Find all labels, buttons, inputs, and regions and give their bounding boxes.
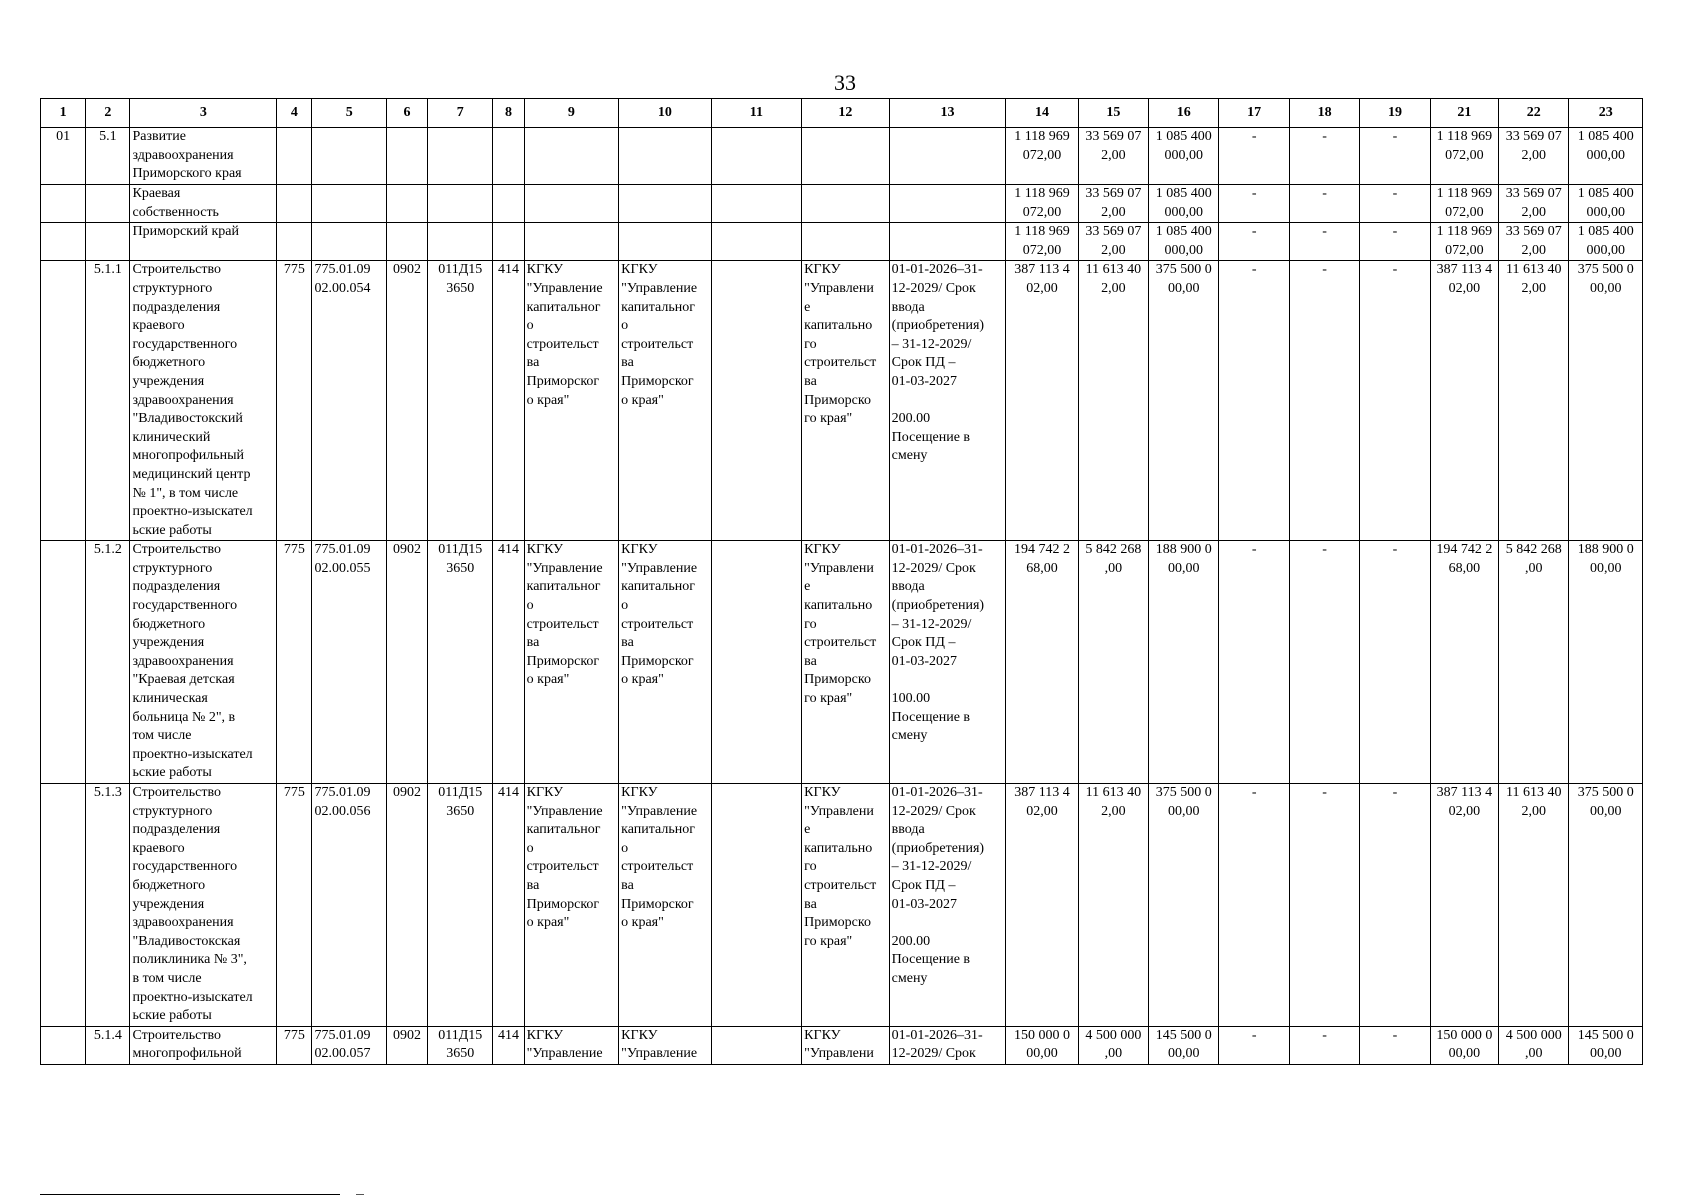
cell-col-10: КГКУ "Управление капитальног о строительст ва Приморског о края" <box>619 784 712 1027</box>
cell-col-8 <box>493 185 524 223</box>
cell-col-3: Развитие здравоохранения Приморского края <box>130 128 277 185</box>
cell-col-5 <box>312 223 386 261</box>
cell-col-22: 11 613 40 2,00 <box>1499 784 1569 1027</box>
column-header-21: 21 <box>1430 99 1498 128</box>
cell-col-14: 1 118 969 072,00 <box>1006 223 1078 261</box>
column-header-7: 7 <box>428 99 493 128</box>
cell-col-22: 33 569 07 2,00 <box>1499 223 1569 261</box>
footnote-rule <box>40 1194 340 1195</box>
cell-col-8: 414 <box>493 1026 524 1064</box>
cell-col-21: 194 742 2 68,00 <box>1430 541 1498 784</box>
cell-col-7 <box>428 185 493 223</box>
cell-col-7 <box>428 223 493 261</box>
cell-col-18: - <box>1289 223 1359 261</box>
cell-col-17: - <box>1219 185 1289 223</box>
program-table <box>40 98 1643 1065</box>
cell-col-18: - <box>1289 128 1359 185</box>
cell-col-21: 1 118 969 072,00 <box>1430 185 1498 223</box>
cell-col-9: КГКУ "Управление капитальног о строительст ва Приморског о края" <box>524 541 619 784</box>
cell-col-19: - <box>1360 261 1430 541</box>
cell-col-3: Приморский край <box>130 223 277 261</box>
cell-col-5 <box>312 128 386 185</box>
table-header-row <box>41 99 1643 128</box>
table-row <box>41 128 1643 185</box>
cell-col-21: 387 113 4 02,00 <box>1430 784 1498 1027</box>
cell-col-3: Строительство структурного подразделения краевого государственного бюджетного учреждения здравоохранения "Владивостокский клинический многопрофильный медицинский центр № 1", в том числе проектно-изыскател ьские работы <box>130 261 277 541</box>
column-header-12: 12 <box>802 99 889 128</box>
cell-col-16: 1 085 400 000,00 <box>1149 223 1219 261</box>
cell-col-15: 33 569 07 2,00 <box>1078 185 1148 223</box>
cell-col-14: 387 113 4 02,00 <box>1006 784 1078 1027</box>
cell-col-5: 775.01.09 02.00.054 <box>312 261 386 541</box>
cell-col-1 <box>41 784 86 1027</box>
cell-col-13: 01-01-2026–31- 12-2029/ Срок <box>889 1026 1006 1064</box>
column-header-16: 16 <box>1149 99 1219 128</box>
cell-col-22: 33 569 07 2,00 <box>1499 185 1569 223</box>
cell-col-16: 188 900 0 00,00 <box>1149 541 1219 784</box>
cell-col-18: - <box>1289 261 1359 541</box>
cell-col-6 <box>386 185 427 223</box>
column-header-4: 4 <box>277 99 312 128</box>
cell-col-5 <box>312 185 386 223</box>
column-header-11: 11 <box>711 99 802 128</box>
cell-col-16: 375 500 0 00,00 <box>1149 784 1219 1027</box>
cell-col-6 <box>386 128 427 185</box>
cell-col-12: КГКУ "Управлени е капитально го строительст ва Приморско го края" <box>802 541 889 784</box>
cell-col-11 <box>711 784 802 1027</box>
cell-col-7: 011Д15 3650 <box>428 1026 493 1064</box>
cell-col-12: КГКУ "Управлени <box>802 1026 889 1064</box>
cell-col-4 <box>277 223 312 261</box>
cell-col-23: 1 085 400 000,00 <box>1569 128 1643 185</box>
cell-col-3: Строительство многопрофильной <box>130 1026 277 1064</box>
cell-col-17: - <box>1219 128 1289 185</box>
column-header-1: 1 <box>41 99 86 128</box>
cell-col-19: - <box>1360 223 1430 261</box>
cell-col-9: КГКУ "Управление капитальног о строительст ва Приморског о края" <box>524 784 619 1027</box>
cell-col-16: 1 085 400 000,00 <box>1149 128 1219 185</box>
cell-col-18: - <box>1289 185 1359 223</box>
cell-col-12 <box>802 128 889 185</box>
cell-col-9 <box>524 185 619 223</box>
cell-col-1: 01 <box>41 128 86 185</box>
cell-col-4 <box>277 185 312 223</box>
cell-col-4: 775 <box>277 784 312 1027</box>
cell-col-11 <box>711 128 802 185</box>
column-header-19: 19 <box>1360 99 1430 128</box>
cell-col-11 <box>711 541 802 784</box>
cell-col-17: - <box>1219 1026 1289 1064</box>
cell-col-12: КГКУ "Управлени е капитально го строительст ва Приморско го края" <box>802 784 889 1027</box>
table-row <box>41 185 1643 223</box>
cell-col-6: 0902 <box>386 261 427 541</box>
cell-col-3: Краевая собственность <box>130 185 277 223</box>
cell-col-12 <box>802 185 889 223</box>
cell-col-23: 1 085 400 000,00 <box>1569 185 1643 223</box>
cell-col-9: КГКУ "Управление капитальног о строительст ва Приморског о края" <box>524 261 619 541</box>
column-header-15: 15 <box>1078 99 1148 128</box>
cell-col-5: 775.01.09 02.00.056 <box>312 784 386 1027</box>
cell-col-15: 11 613 40 2,00 <box>1078 784 1148 1027</box>
cell-col-17: - <box>1219 261 1289 541</box>
cell-col-19: - <box>1360 1026 1430 1064</box>
cell-col-11 <box>711 1026 802 1064</box>
cell-col-13: 01-01-2026–31- 12-2029/ Срок ввода (приобретения) – 31-12-2029/ Срок ПД – 01-03-2027 200.00 Посещение в смену <box>889 261 1006 541</box>
cell-col-13 <box>889 223 1006 261</box>
cell-col-8: 414 <box>493 784 524 1027</box>
cell-col-12: КГКУ "Управлени е капитально го строительст ва Приморско го края" <box>802 261 889 541</box>
cell-col-2: 5.1.1 <box>86 261 130 541</box>
cell-col-16: 375 500 0 00,00 <box>1149 261 1219 541</box>
cell-col-8: 414 <box>493 541 524 784</box>
cell-col-2: 5.1.3 <box>86 784 130 1027</box>
column-header-3: 3 <box>130 99 277 128</box>
cell-col-3: Строительство структурного подразделения краевого государственного бюджетного учреждения здравоохранения "Владивостокская поликлиника № 3", в том числе проектно-изыскател ьские работы <box>130 784 277 1027</box>
cell-col-1 <box>41 261 86 541</box>
cell-col-17: - <box>1219 223 1289 261</box>
cell-col-6 <box>386 223 427 261</box>
cell-col-21: 387 113 4 02,00 <box>1430 261 1498 541</box>
cell-col-8: 414 <box>493 261 524 541</box>
cell-col-7: 011Д15 3650 <box>428 261 493 541</box>
cell-col-15: 5 842 268 ,00 <box>1078 541 1148 784</box>
cell-col-11 <box>711 261 802 541</box>
cell-col-7: 011Д15 3650 <box>428 541 493 784</box>
cell-col-6: 0902 <box>386 541 427 784</box>
cell-col-23: 188 900 0 00,00 <box>1569 541 1643 784</box>
cell-col-17: - <box>1219 541 1289 784</box>
column-header-2: 2 <box>86 99 130 128</box>
cell-col-8 <box>493 223 524 261</box>
cell-col-10 <box>619 185 712 223</box>
cell-col-8 <box>493 128 524 185</box>
cell-col-21: 1 118 969 072,00 <box>1430 128 1498 185</box>
column-header-10: 10 <box>619 99 712 128</box>
column-header-22: 22 <box>1499 99 1569 128</box>
cell-col-4: 775 <box>277 261 312 541</box>
column-header-23: 23 <box>1569 99 1643 128</box>
cell-col-13 <box>889 185 1006 223</box>
cell-col-2: 5.1.2 <box>86 541 130 784</box>
cell-col-10 <box>619 128 712 185</box>
cell-col-1 <box>41 541 86 784</box>
cell-col-15: 11 613 40 2,00 <box>1078 261 1148 541</box>
cell-col-9: КГКУ "Управление <box>524 1026 619 1064</box>
cell-col-21: 1 118 969 072,00 <box>1430 223 1498 261</box>
cell-col-2: 5.1 <box>86 128 130 185</box>
column-header-5: 5 <box>312 99 386 128</box>
cell-col-10: КГКУ "Управление капитальног о строительст ва Приморског о края" <box>619 541 712 784</box>
cell-col-22: 33 569 07 2,00 <box>1499 128 1569 185</box>
cell-col-17: - <box>1219 784 1289 1027</box>
cell-col-11 <box>711 185 802 223</box>
cell-col-15: 4 500 000 ,00 <box>1078 1026 1148 1064</box>
cell-col-14: 1 118 969 072,00 <box>1006 128 1078 185</box>
cell-col-6: 0902 <box>386 1026 427 1064</box>
cell-col-14: 194 742 2 68,00 <box>1006 541 1078 784</box>
column-header-13: 13 <box>889 99 1006 128</box>
cell-col-18: - <box>1289 1026 1359 1064</box>
column-header-8: 8 <box>493 99 524 128</box>
cell-col-14: 387 113 4 02,00 <box>1006 261 1078 541</box>
cell-col-19: - <box>1360 541 1430 784</box>
cell-col-14: 1 118 969 072,00 <box>1006 185 1078 223</box>
cell-col-22: 5 842 268 ,00 <box>1499 541 1569 784</box>
table-row <box>41 784 1643 1027</box>
column-header-14: 14 <box>1006 99 1078 128</box>
table-row <box>41 1026 1643 1064</box>
cell-col-14: 150 000 0 00,00 <box>1006 1026 1078 1064</box>
cell-col-2 <box>86 223 130 261</box>
cell-col-13: 01-01-2026–31- 12-2029/ Срок ввода (приобретения) – 31-12-2029/ Срок ПД – 01-03-2027 100.00 Посещение в смену <box>889 541 1006 784</box>
footnote-dash <box>356 1194 364 1195</box>
cell-col-4: 775 <box>277 1026 312 1064</box>
cell-col-23: 1 085 400 000,00 <box>1569 223 1643 261</box>
cell-col-1 <box>41 1026 86 1064</box>
cell-col-23: 375 500 0 00,00 <box>1569 261 1643 541</box>
cell-col-1 <box>41 185 86 223</box>
cell-col-7 <box>428 128 493 185</box>
cell-col-1 <box>41 223 86 261</box>
cell-col-5: 775.01.09 02.00.057 <box>312 1026 386 1064</box>
cell-col-15: 33 569 07 2,00 <box>1078 223 1148 261</box>
cell-col-2 <box>86 185 130 223</box>
cell-col-9 <box>524 128 619 185</box>
cell-col-18: - <box>1289 784 1359 1027</box>
cell-col-13: 01-01-2026–31- 12-2029/ Срок ввода (приобретения) – 31-12-2029/ Срок ПД – 01-03-2027 200.00 Посещение в смену <box>889 784 1006 1027</box>
table-row <box>41 261 1643 541</box>
cell-col-2: 5.1.4 <box>86 1026 130 1064</box>
cell-col-4: 775 <box>277 541 312 784</box>
column-header-18: 18 <box>1289 99 1359 128</box>
table-row <box>41 223 1643 261</box>
cell-col-7: 011Д15 3650 <box>428 784 493 1027</box>
cell-col-19: - <box>1360 185 1430 223</box>
column-header-6: 6 <box>386 99 427 128</box>
cell-col-3: Строительство структурного подразделения государственного бюджетного учреждения здравоохранения "Краевая детская клиническая больница № 2", в том числе проектно-изыскател ьские работы <box>130 541 277 784</box>
cell-col-6: 0902 <box>386 784 427 1027</box>
cell-col-16: 1 085 400 000,00 <box>1149 185 1219 223</box>
cell-col-19: - <box>1360 128 1430 185</box>
column-header-17: 17 <box>1219 99 1289 128</box>
cell-col-22: 4 500 000 ,00 <box>1499 1026 1569 1064</box>
cell-col-16: 145 500 0 00,00 <box>1149 1026 1219 1064</box>
table-row <box>41 541 1643 784</box>
cell-col-15: 33 569 07 2,00 <box>1078 128 1148 185</box>
cell-col-19: - <box>1360 784 1430 1027</box>
cell-col-21: 150 000 0 00,00 <box>1430 1026 1498 1064</box>
page-number: 33 <box>834 70 856 95</box>
column-header-9: 9 <box>524 99 619 128</box>
cell-col-13 <box>889 128 1006 185</box>
cell-col-10: КГКУ "Управление капитальног о строительст ва Приморског о края" <box>619 261 712 541</box>
cell-col-23: 375 500 0 00,00 <box>1569 784 1643 1027</box>
cell-col-10 <box>619 223 712 261</box>
cell-col-10: КГКУ "Управление <box>619 1026 712 1064</box>
cell-col-5: 775.01.09 02.00.055 <box>312 541 386 784</box>
cell-col-9 <box>524 223 619 261</box>
cell-col-4 <box>277 128 312 185</box>
cell-col-11 <box>711 223 802 261</box>
cell-col-12 <box>802 223 889 261</box>
cell-col-18: - <box>1289 541 1359 784</box>
cell-col-22: 11 613 40 2,00 <box>1499 261 1569 541</box>
cell-col-23: 145 500 0 00,00 <box>1569 1026 1643 1064</box>
